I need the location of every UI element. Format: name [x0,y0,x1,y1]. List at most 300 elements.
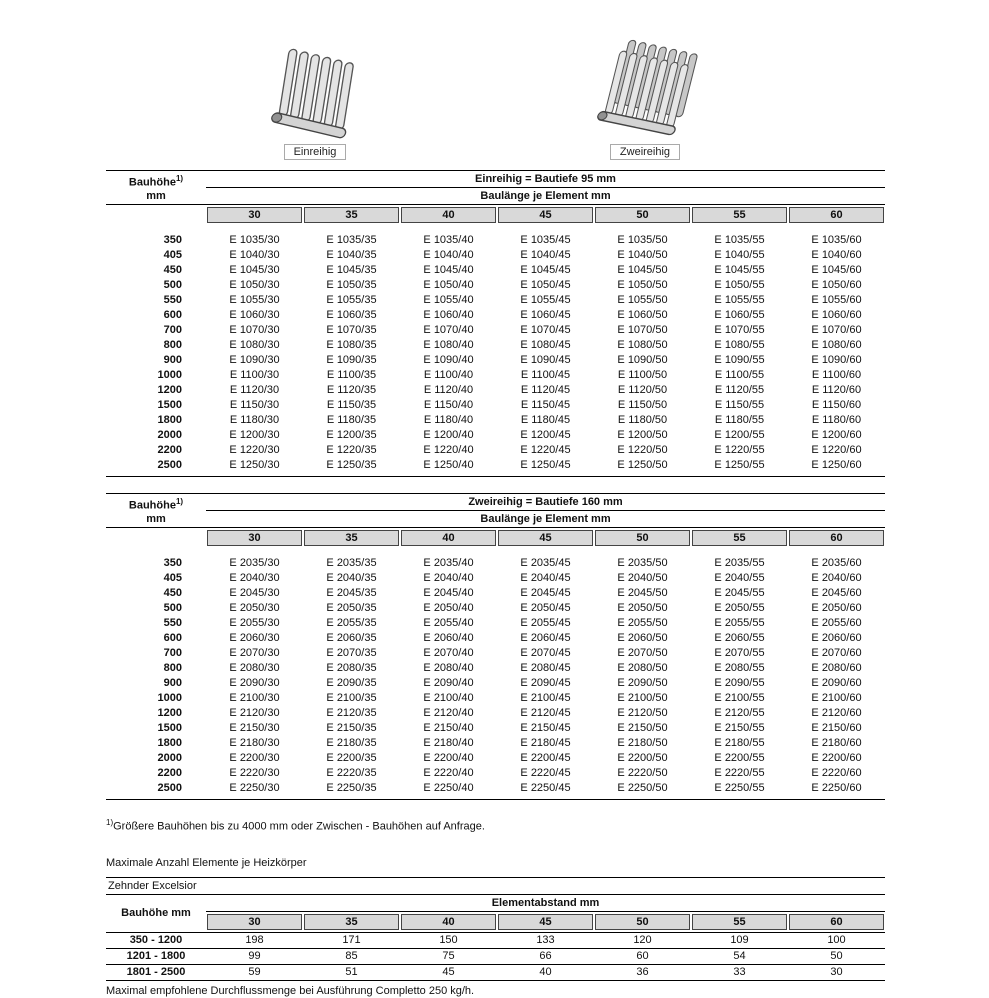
data-cell: E 2050/45 [520,602,571,614]
figure-einreihig [254,35,376,160]
data-cell: E 2080/35 [326,662,377,674]
data-cell: 150 [439,933,458,946]
data-cell: E 2080/30 [229,662,280,674]
data-cell: E 2150/50 [617,722,668,734]
data-cell: E 2150/40 [423,722,474,734]
data-cell: E 1060/40 [423,309,474,321]
data-cell: 36 [636,965,649,978]
data-cell: E 2250/35 [326,782,377,794]
data-cell: E 2040/30 [229,572,280,584]
data-cell: E 2035/35 [326,557,377,569]
data-cell: E 1050/50 [617,279,668,291]
data-cell: E 1040/30 [229,249,280,261]
data-cell: E 2035/30 [229,557,280,569]
table-row [106,383,885,398]
data-cell: E 1200/50 [617,429,668,441]
table-row [106,293,885,308]
column-header: 30 [207,530,302,546]
data-cell: E 1200/35 [326,429,377,441]
data-cell: E 2100/60 [811,692,862,704]
table-header-right [206,494,885,528]
data-cell: E 1040/45 [520,249,571,261]
data-cell: E 2100/30 [229,692,280,704]
row-label: 350 - 1200 [129,933,183,946]
table-header [106,170,885,205]
column-header-spacer [106,530,206,546]
data-cell: E 1080/60 [811,339,862,351]
corner-unit: mm [146,189,166,202]
footer-note: Maximal empfohlene Durchflussmenge bei Ausführung Completto 250 kg/h. [106,984,475,997]
data-cell: 51 [345,965,358,978]
data-cell: E 2220/50 [617,767,668,779]
data-cell: E 1070/40 [423,324,474,336]
data-cell: E 1180/45 [520,414,571,426]
column-header: 45 [498,914,593,930]
zweireihig-model-table [106,493,885,800]
data-cell: E 2035/55 [714,557,765,569]
data-cell: E 1090/40 [423,354,474,366]
table-row [106,548,885,571]
row-label: 1500 [157,722,182,734]
data-cell: 100 [827,933,846,946]
data-cell: E 1070/30 [229,324,280,336]
data-cell: E 1120/55 [714,384,765,396]
table-row [106,368,885,383]
data-cell: E 2090/35 [326,677,377,689]
data-cell: E 1180/50 [617,414,668,426]
data-cell: E 2050/30 [229,602,280,614]
data-cell: E 1150/60 [811,399,862,411]
data-cell: E 1150/35 [326,399,377,411]
data-cell: E 2080/55 [714,662,765,674]
data-cell: E 2100/55 [714,692,765,704]
figure-label-einreihig: Einreihig [284,144,347,160]
data-cell: E 2055/45 [520,617,571,629]
column-header: 50 [595,207,690,223]
data-cell: E 1220/50 [617,444,668,456]
data-cell: E 2060/30 [229,632,280,644]
data-cell: E 2050/55 [714,602,765,614]
data-cell: 50 [830,949,843,962]
data-cell: E 2045/50 [617,587,668,599]
table-title: Zweireihig = Bautiefe 160 mm [206,494,885,511]
data-cell: E 2090/50 [617,677,668,689]
data-cell: E 2035/40 [423,557,474,569]
data-cell: E 1055/45 [520,294,571,306]
data-cell: 33 [733,965,746,978]
data-cell: E 2100/35 [326,692,377,704]
data-cell: 198 [245,933,264,946]
data-cell: E 1100/60 [811,369,862,381]
data-cell: E 1055/30 [229,294,280,306]
corner-title: Bauhöhe mm [121,906,191,919]
data-cell: E 1080/40 [423,339,474,351]
row-label: 350 [163,557,182,569]
table-row [106,948,885,964]
data-cell: E 1090/35 [326,354,377,366]
data-cell: E 1100/50 [617,369,668,381]
data-cell: E 1035/45 [520,234,571,246]
column-header: 35 [304,914,399,930]
data-cell: E 1200/45 [520,429,571,441]
column-header: 30 [207,207,302,223]
row-label: 1500 [157,399,182,411]
data-cell: E 1035/40 [423,234,474,246]
data-cell: E 1250/35 [326,459,377,471]
data-cell: E 2080/60 [811,662,862,674]
data-cell: E 2035/45 [520,557,571,569]
data-cell: 66 [539,949,552,962]
data-cell: E 2090/45 [520,677,571,689]
product-name: Zehnder Excelsior [106,877,885,895]
data-cell: E 1045/60 [811,264,862,276]
row-label: 405 [163,249,182,261]
table-row [106,278,885,293]
data-cell: E 1100/35 [326,369,377,381]
data-cell: E 1220/40 [423,444,474,456]
data-cell: E 2200/40 [423,752,474,764]
data-cell: E 1080/50 [617,339,668,351]
data-cell: E 2045/55 [714,587,765,599]
table-header [106,493,885,528]
row-label: 800 [163,662,182,674]
data-cell: E 2120/55 [714,707,765,719]
data-cell: E 1120/50 [617,384,668,396]
data-cell: E 1180/30 [229,414,280,426]
column-header-row [206,912,885,932]
data-cell: E 1200/30 [229,429,280,441]
data-cell: E 2045/45 [520,587,571,599]
data-cell: E 2060/40 [423,632,474,644]
data-cell: E 1150/55 [714,399,765,411]
data-cell: E 1050/45 [520,279,571,291]
data-cell: E 2070/30 [229,647,280,659]
data-cell: E 2055/30 [229,617,280,629]
table-row [106,721,885,736]
data-cell: E 1250/50 [617,459,668,471]
data-cell: E 2200/35 [326,752,377,764]
row-label: 900 [163,677,182,689]
data-cell: E 1035/30 [229,234,280,246]
data-cell: E 2045/60 [811,587,862,599]
data-cell: E 1120/60 [811,384,862,396]
data-cell: E 1040/55 [714,249,765,261]
data-cell: E 1150/30 [229,399,280,411]
data-cell: E 1060/30 [229,309,280,321]
data-cell: E 1035/60 [811,234,862,246]
corner-header-bauhoehe [106,171,206,205]
row-label: 1200 [157,384,182,396]
data-cell: E 1100/30 [229,369,280,381]
data-cell: E 2250/30 [229,782,280,794]
data-cell: E 1040/50 [617,249,668,261]
data-cell: E 2060/45 [520,632,571,644]
table-row [106,781,885,800]
data-cell: 45 [442,965,455,978]
column-header: 35 [304,530,399,546]
data-cell: E 2080/40 [423,662,474,674]
data-cell: E 2040/35 [326,572,377,584]
data-cell: 30 [830,965,843,978]
section-title-max-elements: Maximale Anzahl Elemente je Heizkörper [106,856,307,869]
data-cell: E 1150/40 [423,399,474,411]
data-cell: E 1220/30 [229,444,280,456]
data-cell: E 1250/45 [520,459,571,471]
data-cell: E 2060/55 [714,632,765,644]
footnote-marker: 1) [175,497,184,507]
row-label: 600 [163,309,182,321]
row-label: 500 [163,279,182,291]
data-cell: E 2040/55 [714,572,765,584]
data-cell: E 1250/60 [811,459,862,471]
data-cell: E 1060/50 [617,309,668,321]
data-cell: E 1100/40 [423,369,474,381]
data-cell: E 1045/35 [326,264,377,276]
data-cell: E 2200/55 [714,752,765,764]
max-elements-values-table [106,933,885,981]
model-code-table [106,225,885,477]
data-cell: E 2040/50 [617,572,668,584]
data-cell: E 2100/40 [423,692,474,704]
data-cell: E 2250/55 [714,782,765,794]
data-cell: E 2050/35 [326,602,377,614]
column-header: 55 [692,530,787,546]
data-cell: E 1040/40 [423,249,474,261]
column-header: 60 [789,207,884,223]
table-row [106,458,885,477]
data-cell: E 1200/40 [423,429,474,441]
table-row [106,248,885,263]
data-cell: E 1220/45 [520,444,571,456]
table-header [106,895,885,933]
data-cell: E 1050/30 [229,279,280,291]
table-row [106,398,885,413]
data-cell: E 2220/40 [423,767,474,779]
table-row [106,443,885,458]
data-cell: E 2070/40 [423,647,474,659]
row-label: 1800 [157,737,182,749]
data-cell: E 2055/50 [617,617,668,629]
data-cell: 40 [539,965,552,978]
data-cell: E 1060/55 [714,309,765,321]
corner-title: Bauhöhe [128,499,176,512]
row-label: 450 [163,264,182,276]
data-cell: E 1100/55 [714,369,765,381]
data-cell: E 2180/60 [811,737,862,749]
column-header: 55 [692,207,787,223]
data-cell: E 1250/30 [229,459,280,471]
table-row [106,571,885,586]
row-label: 1201 - 1800 [126,949,186,962]
data-cell: E 2250/40 [423,782,474,794]
data-cell: E 1080/55 [714,339,765,351]
data-cell: E 1080/45 [520,339,571,351]
data-cell: E 2070/45 [520,647,571,659]
table-row [106,586,885,601]
data-cell: E 1180/35 [326,414,377,426]
row-label: 500 [163,602,182,614]
data-cell: 59 [248,965,261,978]
data-cell: E 2070/35 [326,647,377,659]
data-cell: E 1220/35 [326,444,377,456]
data-cell: E 1045/55 [714,264,765,276]
data-cell: E 2220/35 [326,767,377,779]
figure-row [106,12,885,160]
data-cell: E 2100/45 [520,692,571,704]
data-cell: E 2220/30 [229,767,280,779]
data-cell: E 2150/30 [229,722,280,734]
column-header: 35 [304,207,399,223]
double-row-radiator-icon [584,35,706,141]
data-cell: E 2050/60 [811,602,862,614]
data-cell: E 2220/45 [520,767,571,779]
table-title: Einreihig = Bautiefe 95 mm [206,171,885,188]
data-cell: E 2150/45 [520,722,571,734]
data-cell: E 2070/55 [714,647,765,659]
data-cell: E 2090/60 [811,677,862,689]
data-cell: E 2040/45 [520,572,571,584]
table-row [106,691,885,706]
data-cell: E 1050/40 [423,279,474,291]
data-cell: E 2250/45 [520,782,571,794]
column-header: 30 [207,914,302,930]
table-row [106,706,885,721]
corner-header-bauhoehe [106,494,206,528]
footnote-marker: 1) [106,818,114,827]
data-cell: E 2200/30 [229,752,280,764]
data-cell: E 1180/55 [714,414,765,426]
data-cell: E 1120/45 [520,384,571,396]
data-cell: 109 [730,933,749,946]
data-cell: E 2180/55 [714,737,765,749]
table-row [106,338,885,353]
data-cell: E 2180/45 [520,737,571,749]
row-label: 2500 [157,459,182,471]
data-cell: E 2035/50 [617,557,668,569]
data-cell: E 2035/60 [811,557,862,569]
data-cell: E 1070/45 [520,324,571,336]
data-cell: E 2045/35 [326,587,377,599]
table-row [106,601,885,616]
data-cell: E 2060/35 [326,632,377,644]
table-row [106,225,885,248]
data-cell: E 2080/45 [520,662,571,674]
data-cell: E 1060/45 [520,309,571,321]
row-label: 1800 [157,414,182,426]
data-cell: E 1045/40 [423,264,474,276]
data-cell: E 1055/50 [617,294,668,306]
footnote-marker: 1) [175,174,184,184]
row-label: 2000 [157,429,182,441]
data-cell: E 1070/50 [617,324,668,336]
column-header: 45 [498,207,593,223]
corner-header-bauhoehe [106,895,206,932]
data-cell: 171 [342,933,361,946]
data-cell: E 1150/45 [520,399,571,411]
data-cell: E 1080/35 [326,339,377,351]
row-label: 2200 [157,767,182,779]
data-cell: 54 [733,949,746,962]
data-cell: E 2150/60 [811,722,862,734]
table-row [106,263,885,278]
data-cell: E 1045/45 [520,264,571,276]
data-cell: E 2180/35 [326,737,377,749]
row-label: 2200 [157,444,182,456]
table-row [106,766,885,781]
data-cell: E 2120/30 [229,707,280,719]
data-cell: 85 [345,949,358,962]
data-cell: E 1090/45 [520,354,571,366]
data-cell: E 1035/35 [326,234,377,246]
table-row [106,676,885,691]
data-cell: E 1050/55 [714,279,765,291]
data-cell: E 2045/40 [423,587,474,599]
column-header-spacer [106,207,206,223]
row-label: 450 [163,587,182,599]
column-header: 50 [595,914,690,930]
column-header: 40 [401,207,496,223]
row-label: 405 [163,572,182,584]
data-cell: E 2055/60 [811,617,862,629]
table-row [106,661,885,676]
column-header: 60 [789,530,884,546]
data-cell: E 1220/55 [714,444,765,456]
data-cell: E 2055/40 [423,617,474,629]
data-cell: E 1035/55 [714,234,765,246]
footnote-text: Größere Bauhöhen bis zu 4000 mm oder Zwischen - Bauhöhen auf Anfrage. [113,820,485,833]
data-cell: E 2055/35 [326,617,377,629]
data-cell: E 1055/55 [714,294,765,306]
data-cell: 99 [248,949,261,962]
row-label: 550 [163,617,182,629]
data-cell: E 1045/30 [229,264,280,276]
data-cell: 60 [636,949,649,962]
data-cell: E 2150/55 [714,722,765,734]
row-label: 550 [163,294,182,306]
data-cell: E 1055/35 [326,294,377,306]
data-cell: E 1035/50 [617,234,668,246]
data-cell: E 2180/40 [423,737,474,749]
data-cell: E 1070/35 [326,324,377,336]
data-cell: E 1070/60 [811,324,862,336]
table-row [106,631,885,646]
data-cell: E 2060/50 [617,632,668,644]
table-subtitle: Baulänge je Element mm [206,511,885,528]
data-cell: E 2120/60 [811,707,862,719]
data-cell: E 1050/60 [811,279,862,291]
data-cell: E 1055/60 [811,294,862,306]
data-cell: E 1180/40 [423,414,474,426]
data-cell: E 1045/50 [617,264,668,276]
data-cell: E 1220/60 [811,444,862,456]
data-cell: E 1120/35 [326,384,377,396]
data-cell: E 1250/40 [423,459,474,471]
column-header-row [106,528,885,548]
data-cell: E 2250/50 [617,782,668,794]
data-cell: E 1200/55 [714,429,765,441]
data-cell: E 2250/60 [811,782,862,794]
table-row [106,933,885,949]
data-cell: E 2120/50 [617,707,668,719]
data-cell: 75 [442,949,455,962]
data-cell: E 2200/45 [520,752,571,764]
data-cell: E 2150/35 [326,722,377,734]
data-cell: E 1250/55 [714,459,765,471]
data-cell: E 2050/40 [423,602,474,614]
data-cell: E 2200/50 [617,752,668,764]
data-cell: E 1180/60 [811,414,862,426]
einreihig-model-table [106,170,885,477]
